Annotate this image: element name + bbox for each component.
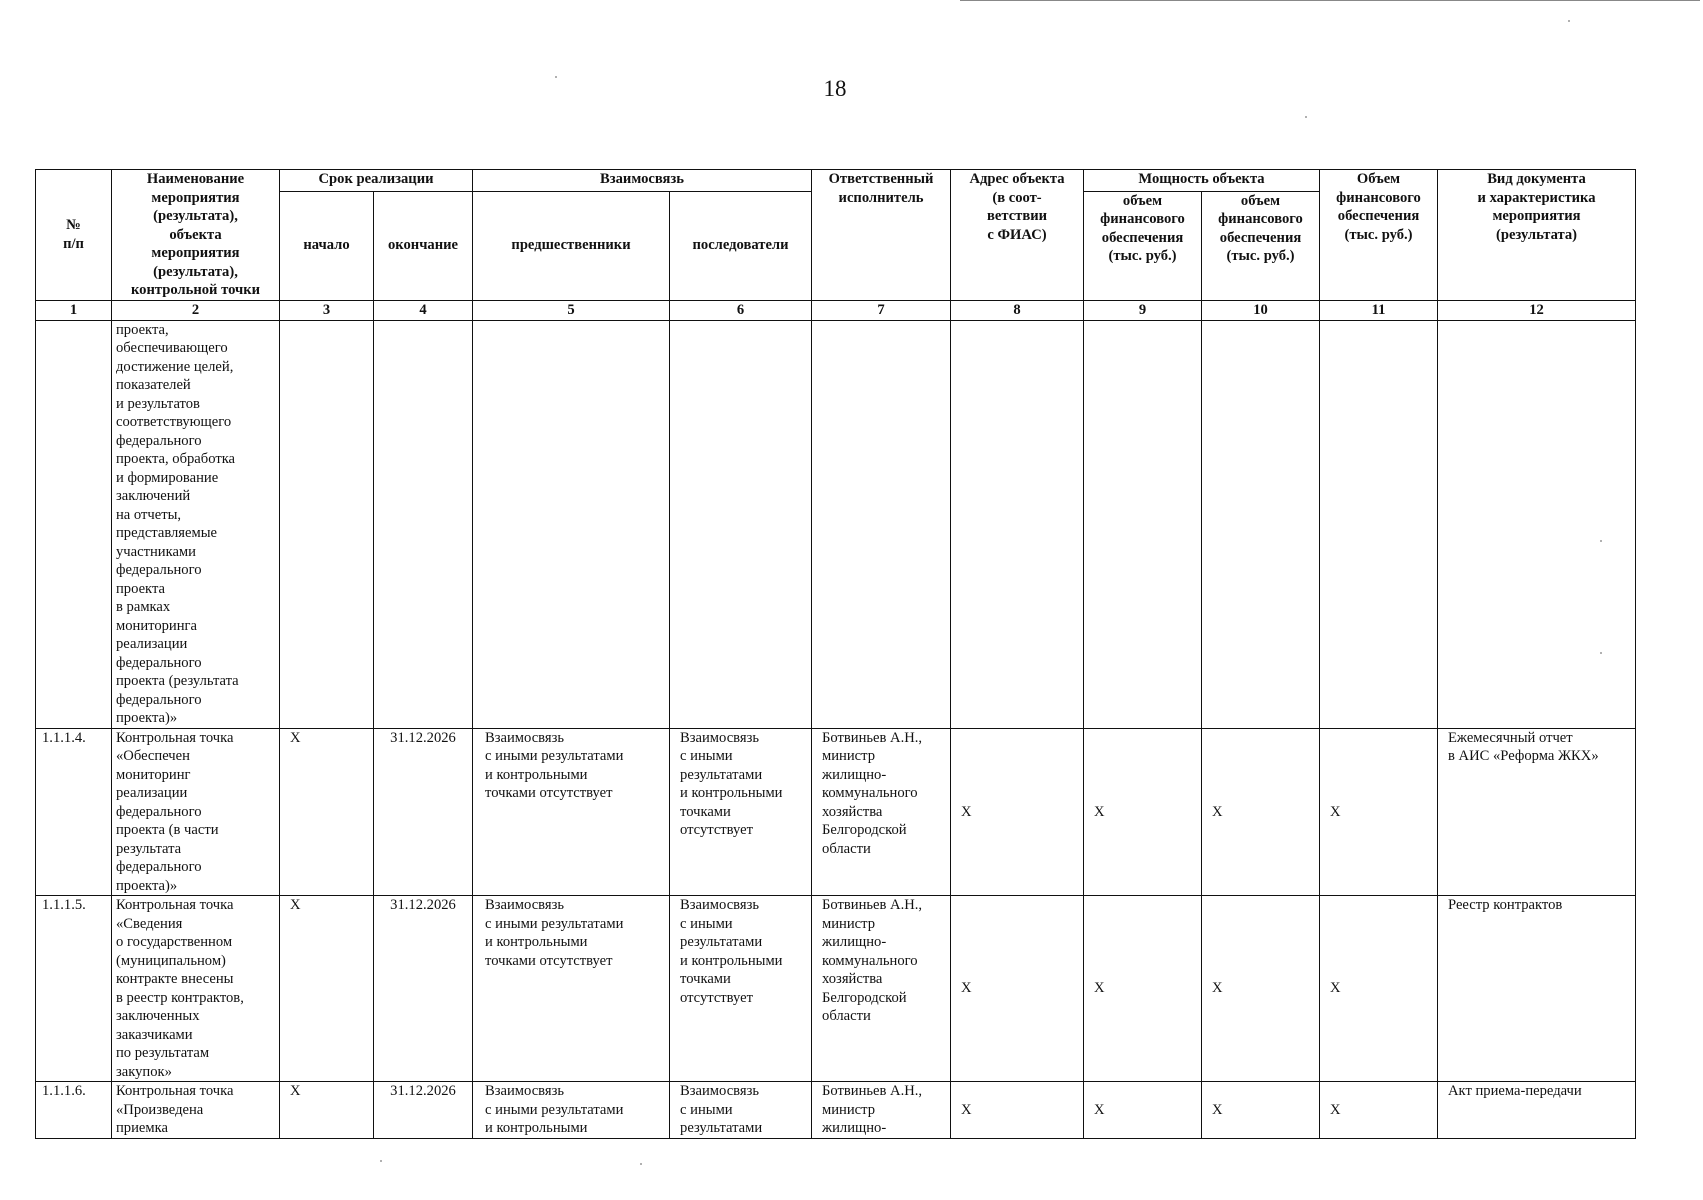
cell-volume: X <box>1320 896 1438 1082</box>
column-number: 4 <box>374 300 473 320</box>
cell-end: 31.12.2026 <box>374 1082 473 1139</box>
cell-pred: Взаимосвязь с иными результатами и контрольными <box>473 1082 670 1139</box>
cell-num: 1.1.1.5. <box>36 896 112 1082</box>
cell-cap-b: X <box>1202 728 1320 896</box>
cell-volume: X <box>1320 1082 1438 1139</box>
cell-cap-a: X <box>1084 896 1202 1082</box>
header-name: Наименование мероприятия (результата), объекта мероприятия (результата), контрольной точки <box>112 170 280 301</box>
header-link-group: Взаимосвязь <box>473 170 812 192</box>
plan-table <box>35 169 1636 1139</box>
cell-doc: Акт приема-передачи <box>1438 1082 1636 1139</box>
column-number: 11 <box>1320 300 1438 320</box>
cell-succ: Взаимосвязь с иными результатами и контрольными точками отсутствует <box>670 728 812 896</box>
header-capacity-group: Мощность объекта <box>1084 170 1320 192</box>
table-row <box>36 896 1636 1082</box>
cell-address: X <box>951 728 1084 896</box>
column-number: 5 <box>473 300 670 320</box>
cell-end: 31.12.2026 <box>374 728 473 896</box>
cell-empty <box>1202 320 1320 728</box>
cell-doc: Ежемесячный отчет в АИС «Реформа ЖКХ» <box>1438 728 1636 896</box>
header-doc: Вид документа и характеристика мероприятия (результата) <box>1438 170 1636 301</box>
table-row-continuation <box>36 320 1636 728</box>
cell-responsible: Ботвиньев А.Н., министр жилищно- <box>812 1082 951 1139</box>
column-number: 3 <box>280 300 374 320</box>
column-number-row <box>36 300 1636 320</box>
header-link-pred: предшественники <box>473 191 670 300</box>
scan-speck <box>1568 20 1570 22</box>
cell-responsible: Ботвиньев А.Н., министр жилищно- коммунального хозяйства Белгородской области <box>812 728 951 896</box>
cell-name: Контрольная точка «Произведена приемка <box>112 1082 280 1139</box>
column-number: 7 <box>812 300 951 320</box>
cell-cap-a: X <box>1084 1082 1202 1139</box>
table-row <box>36 1082 1636 1139</box>
cell-empty <box>1320 320 1438 728</box>
page-number: 18 <box>823 76 847 101</box>
scan-speck <box>380 1160 382 1162</box>
column-number: 9 <box>1084 300 1202 320</box>
header-link-succ: последователи <box>670 191 812 300</box>
header-responsible: Ответственный исполнитель <box>812 170 951 301</box>
header-volume: Объем финансового обеспечения (тыс. руб.) <box>1320 170 1438 301</box>
cell-pred: Взаимосвязь с иными результатами и контрольными точками отсутствует <box>473 896 670 1082</box>
cell-name: Контрольная точка «Сведения о государственном (муниципальном) контракте внесены в реестр контрактов, заключенных заказчиками по результатам закупок» <box>112 896 280 1082</box>
cell-cap-a: X <box>1084 728 1202 896</box>
cell-empty <box>951 320 1084 728</box>
column-number: 8 <box>951 300 1084 320</box>
header-term-start: начало <box>280 191 374 300</box>
cell-succ: Взаимосвязь с иными результатами <box>670 1082 812 1139</box>
scan-speck <box>1600 540 1602 542</box>
column-number: 10 <box>1202 300 1320 320</box>
scan-speck <box>1600 652 1602 654</box>
scan-speck <box>640 1163 642 1165</box>
header-term-group: Срок реализации <box>280 170 473 192</box>
cell-start: X <box>280 896 374 1082</box>
cell-responsible: Ботвиньев А.Н., министр жилищно- коммунального хозяйства Белгородской области <box>812 896 951 1082</box>
header-term-end: окончание <box>374 191 473 300</box>
cell-address: X <box>951 896 1084 1082</box>
cell-volume: X <box>1320 728 1438 896</box>
cell-address: X <box>951 1082 1084 1139</box>
cell-empty <box>670 320 812 728</box>
cell-name-continuation: проекта, обеспечивающего достижение целей, показателей и результатов соответствующего федерального проекта, обработка и формирование заключений на отчеты, представляемые участниками федерального проекта в рамках мониторинга реализации федерального проекта (результата федерального проекта)» <box>112 320 280 728</box>
header-row-1 <box>36 170 1636 192</box>
cell-empty <box>280 320 374 728</box>
column-number: 2 <box>112 300 280 320</box>
cell-empty <box>36 320 112 728</box>
cell-doc: Реестр контрактов <box>1438 896 1636 1082</box>
cell-succ: Взаимосвязь с иными результатами и контрольными точками отсутствует <box>670 896 812 1082</box>
cell-pred: Взаимосвязь с иными результатами и контрольными точками отсутствует <box>473 728 670 896</box>
column-number: 1 <box>36 300 112 320</box>
cell-empty <box>374 320 473 728</box>
cell-end: 31.12.2026 <box>374 896 473 1082</box>
cell-start: X <box>280 1082 374 1139</box>
cell-empty <box>1438 320 1636 728</box>
scan-speck <box>1305 116 1307 118</box>
column-number: 12 <box>1438 300 1636 320</box>
header-cap-a: объем финансового обеспечения (тыс. руб.) <box>1084 191 1202 300</box>
column-number: 6 <box>670 300 812 320</box>
scan-speck <box>555 76 557 78</box>
cell-num: 1.1.1.4. <box>36 728 112 896</box>
cell-cap-b: X <box>1202 896 1320 1082</box>
cell-empty <box>473 320 670 728</box>
cell-start: X <box>280 728 374 896</box>
scan-top-edge-line <box>960 0 1700 1</box>
cell-cap-b: X <box>1202 1082 1320 1139</box>
cell-empty <box>812 320 951 728</box>
header-address: Адрес объекта (в соот- ветствии с ФИАС) <box>951 170 1084 301</box>
cell-empty <box>1084 320 1202 728</box>
header-num: № п/п <box>36 170 112 301</box>
table-row <box>36 728 1636 896</box>
header-cap-b: объем финансового обеспечения (тыс. руб.) <box>1202 191 1320 300</box>
cell-name: Контрольная точка «Обеспечен мониторинг реализации федерального проекта (в части результата федерального проекта)» <box>112 728 280 896</box>
cell-num: 1.1.1.6. <box>36 1082 112 1139</box>
